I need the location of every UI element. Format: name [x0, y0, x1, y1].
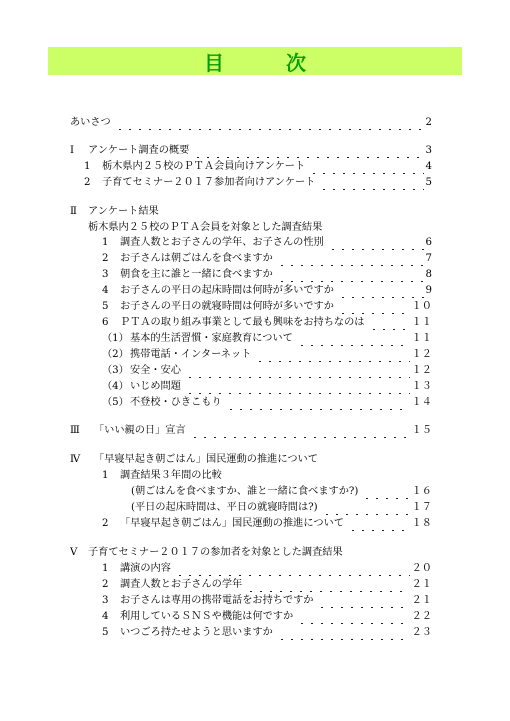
toc-entry-section-5-2[interactable]	[102, 578, 432, 592]
toc-entry-text: 調査人数とお子さんの学年	[120, 579, 243, 590]
toc-entry-section-2-6-1[interactable]	[102, 332, 432, 346]
toc-page-number: １３	[411, 381, 432, 392]
toc-entry-number: 2	[102, 518, 109, 529]
toc-page-number: ２３	[411, 627, 432, 638]
toc-leader-dots	[336, 300, 410, 314]
toc-entry-number: 2	[84, 177, 91, 188]
toc-entry-number: （1）	[102, 333, 129, 344]
toc-entry-section-2-6[interactable]	[102, 316, 432, 330]
toc-entry-section-2-4[interactable]	[102, 284, 432, 298]
toc-page-number: 3	[425, 145, 432, 156]
toc-entry-section-3[interactable]	[70, 424, 432, 438]
toc-entry-section-2-6-5[interactable]	[102, 396, 432, 410]
toc-leader-dots	[317, 176, 423, 190]
toc-entry-text: お子さんの平日の就寝時間は何時が多いですか	[120, 301, 334, 312]
toc-page-number: １２	[411, 365, 432, 376]
toc-entry-section-2[interactable]	[70, 205, 432, 219]
toc-entry-number: 1	[102, 237, 109, 248]
toc-entry-text: 子育てセミナー２０１７の参加者を対象とした調査結果	[88, 547, 343, 558]
toc-entry-text: いつごろ持たせようと思いますか	[120, 627, 273, 638]
toc-page-number: １７	[411, 502, 432, 513]
toc-entry-number: 1	[102, 563, 109, 574]
toc-page-number: １４	[411, 397, 432, 408]
toc-entry-number: 2	[102, 579, 109, 590]
toc-leader-dots	[367, 316, 410, 330]
toc-entry-text: 基本的生活習慣・家庭教育について	[130, 333, 293, 344]
toc-entry-section-5-1[interactable]	[102, 562, 432, 576]
toc-entry-text: 携帯電話・インターネット	[130, 349, 252, 360]
toc-entry-section-5-3[interactable]	[102, 594, 432, 608]
toc-entry-section-1[interactable]	[70, 144, 432, 158]
toc-leader-dots	[326, 236, 424, 250]
toc-leader-dots	[253, 348, 409, 362]
toc-page-number: １２	[411, 349, 432, 360]
toc-entry-section-1-1[interactable]	[84, 160, 432, 174]
toc-entry-text: 子育てセミナー２０１７参加者向けアンケート	[102, 177, 316, 188]
toc-leader-dots	[113, 116, 424, 130]
toc-entry-section-2-3[interactable]	[102, 268, 432, 282]
toc-page-number: 7	[425, 253, 432, 264]
toc-leader-dots	[307, 160, 423, 174]
toc-leader-dots	[346, 517, 410, 531]
toc-leader-dots	[244, 578, 409, 592]
toc-leader-dots	[275, 626, 410, 640]
toc-entry-text: 栃木県内２５校のＰＴＡ会員向けアンケート	[102, 161, 306, 172]
toc-entry-number: Ⅲ	[70, 425, 80, 436]
toc-entry-number: 4	[102, 611, 109, 622]
toc-page-number: １５	[411, 425, 432, 436]
toc-entry-text: 調査結果３年間の比較	[120, 470, 222, 481]
toc-page-number: 5	[425, 177, 432, 188]
toc-entry-number: （3）	[102, 365, 129, 376]
toc-entry-text: 安全・安心	[130, 365, 181, 376]
toc-entry-text: (平日の起床時間は、平日の就寝時間は?)	[131, 502, 318, 513]
toc-entry-number: 1	[84, 161, 91, 172]
toc-leader-dots	[295, 332, 410, 346]
toc-title-char-1: 目	[204, 50, 224, 75]
toc-entry-section-4-1-a[interactable]	[131, 485, 432, 499]
toc-entry-text: 「早寝早起き朝ごはん」国民運動の推進について	[120, 518, 344, 529]
toc-entry-number: Ⅳ	[70, 454, 81, 465]
toc-entry-section-5-4[interactable]	[102, 610, 432, 624]
toc-entry-section-1-2[interactable]	[84, 176, 432, 190]
toc-leader-dots	[183, 364, 410, 378]
toc-leader-dots	[320, 501, 410, 515]
toc-title-char-2: 次	[286, 50, 306, 75]
toc-leader-dots	[315, 594, 409, 608]
toc-leader-dots	[224, 396, 410, 410]
toc-page-number: １１	[411, 317, 432, 328]
toc-entry-text: アンケート結果	[88, 206, 159, 217]
toc-entry-text: ＰＴＡの取り組み事業として最も興味をお持ちなのは	[120, 317, 365, 328]
toc-entry-number: （4）	[102, 381, 129, 392]
toc-entry-text: 「いい親の日」宣言	[94, 425, 186, 436]
toc-page-number: １０	[411, 301, 432, 312]
toc-leader-dots	[191, 144, 423, 158]
toc-entry-number: （2）	[102, 349, 129, 360]
toc-entry-greeting[interactable]	[70, 116, 432, 130]
toc-entry-section-2-2[interactable]	[102, 252, 432, 266]
toc-entry-text: 栃木県内２５校のＰＴＡ会員を対象とした調査結果	[88, 222, 323, 233]
toc-page-number: ２１	[411, 595, 432, 606]
toc-entry-text: (朝ごはんを食べますか、誰と一緒に食べますか?)	[131, 486, 359, 497]
toc-entry-number: 2	[102, 253, 109, 264]
toc-entry-section-2-6-2[interactable]	[102, 348, 432, 362]
toc-entry-section-2-6-3[interactable]	[102, 364, 432, 378]
toc-entry-text: 利用しているＳＮＳや機能は何ですか	[120, 611, 294, 622]
toc-page-number: 8	[425, 269, 432, 280]
toc-entry-text: 「早寝早起き朝ごはん」国民運動の推進について	[94, 454, 318, 465]
toc-page-number: 2	[425, 117, 432, 128]
toc-entry-number: （5）	[102, 397, 129, 408]
toc-entry-number: 3	[102, 595, 109, 606]
toc-entry-section-2-subtitle[interactable]	[88, 221, 432, 235]
toc-entry-number: 4	[102, 285, 109, 296]
toc-entry-text: 講演の内容	[120, 563, 171, 574]
toc-page-number: １８	[411, 518, 432, 529]
toc-entry-section-4-2[interactable]	[102, 517, 432, 531]
toc-entry-section-2-1[interactable]	[102, 236, 432, 250]
toc-entry-number: Ⅰ	[70, 145, 75, 156]
toc-entry-section-2-6-4[interactable]	[102, 380, 432, 394]
toc-leader-dots	[275, 268, 424, 282]
toc-entry-number: 1	[102, 470, 109, 481]
toc-entry-number: 5	[102, 627, 109, 638]
toc-leader-dots	[295, 610, 409, 624]
toc-entry-text: アンケート調査の概要	[88, 145, 190, 156]
toc-page-number: １１	[411, 333, 432, 344]
toc-leader-dots	[275, 252, 424, 266]
toc-page-number: ２０	[411, 563, 432, 574]
toc-entry-section-5[interactable]	[70, 546, 432, 560]
toc-entry-text: 朝食を主に誰と一緒に食べますか	[120, 269, 273, 280]
toc-entry-number: Ⅱ	[70, 206, 77, 217]
toc-entry-section-4-1[interactable]	[102, 469, 432, 483]
toc-page-number: 4	[425, 161, 432, 172]
toc-entry-text: お子さんの平日の起床時間は何時が多いですか	[120, 285, 334, 296]
toc-entry-number: Ⅴ	[70, 547, 78, 558]
toc-entry-section-5-5[interactable]	[102, 626, 432, 640]
toc-entry-text: お子さんは朝ごはんを食べますか	[120, 253, 273, 264]
toc-leader-dots	[360, 485, 409, 499]
toc-page-number: ２２	[411, 611, 432, 622]
toc-entry-section-4[interactable]	[70, 453, 432, 467]
toc-entry-number: 3	[102, 269, 109, 280]
toc-page-number: ２１	[411, 579, 432, 590]
toc-entry-number: 6	[102, 317, 109, 328]
toc-entry-section-2-5[interactable]	[102, 300, 432, 314]
toc-leader-dots	[336, 284, 424, 298]
toc-leader-dots	[173, 562, 410, 576]
toc-leader-dots	[188, 424, 410, 438]
toc-entry-section-4-1-b[interactable]	[131, 501, 432, 515]
toc-entry-number: 5	[102, 301, 109, 312]
toc-page-number: １６	[411, 486, 432, 497]
toc-page-number: 6	[425, 237, 432, 248]
toc-entry-text: 不登校・ひきこもり	[130, 397, 222, 408]
toc-page-number: 9	[425, 285, 432, 296]
toc-entry-text: お子さんは専用の携帯電話をお持ちですか	[120, 595, 314, 606]
toc-leader-dots	[183, 380, 410, 394]
toc-entry-text: 調査人数とお子さんの学年、お子さんの性別	[120, 237, 324, 248]
toc-entry-text: いじめ問題	[130, 381, 181, 392]
toc-entry-text: あいさつ	[70, 117, 111, 128]
